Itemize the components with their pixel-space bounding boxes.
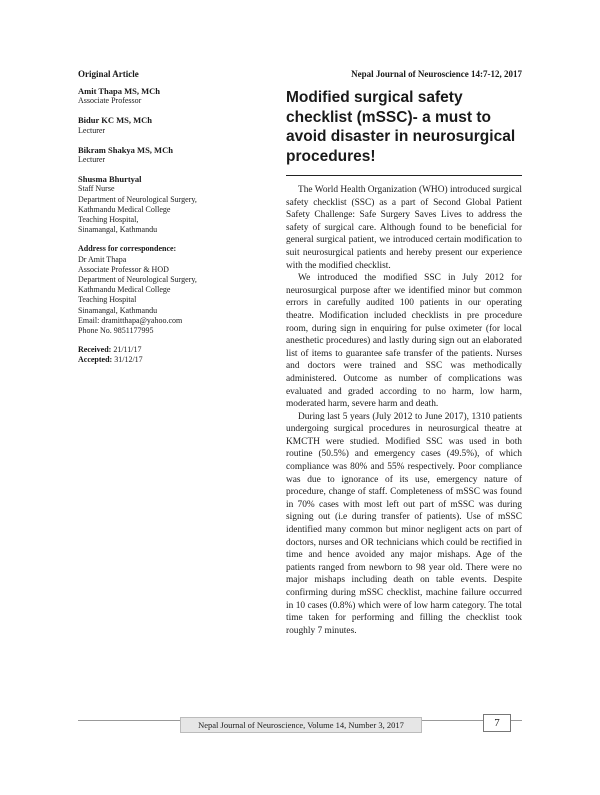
affiliation-line: Kathmandu Medical College [78,204,171,214]
affiliation-line: Teaching Hospital, [78,215,139,225]
accepted-date [78,355,258,365]
author-block [78,145,258,165]
author-role: Associate Professor [78,96,142,106]
accepted-value: 31/12/17 [114,355,143,365]
author-name: Bikram Shakya MS, MCh [78,144,173,155]
author-role: Lecturer [78,155,106,165]
author-name: Amit Thapa MS, MCh [78,86,161,96]
author-block [78,115,258,135]
article-paragraph: During last 5 years (July 2012 to June 2017), 1310 patients undergoing surgical procedures in neurosurgical theatre at KMCTH were studied. Modified SSC was used in both routine (50.5%) and emergency cases (49.5%), of which compliance was 80% and 55% respectively. Poor compliance was due to ignorance of its use, emergency nature of procedure, change of staff. Completeness of mSSC was found in 70% cases with most left out part of mSSC was during signing out (i.e during transfer of patients). Use of mSSC identified many common but minor negligent acts on part of doctors, nurses and OR technicians which could be rectified in time and hence avoided any major mishaps. Age of the patients ranged from newborn to 98 year old. There were no major mishaps including death on table events. Despite confirming during mSSC checklist, machine failure occurred in 10 cases (0.8%) which were of low harm category. The total time taken for performing and filling the checklist took roughly 7 minutes. [286,411,522,636]
correspondence-title: Address for correspondence: [78,244,177,254]
author-block [78,86,258,106]
article-column [286,88,522,637]
article-paragraph: We introduced the modified SSC in July 2012 for neurosurgical purpose after we identified minor but common errors in carefully audited 100 patients in our operating theatre. Modification included checklists in pre procedure room, during sign in enquiring for pulse oximeter (for local anesthetic procedures) and lastly during sign out an elaborated list of items to guarantee safe transfer of the patients. Nurses and doctors were trained and SSC was methodically administered. Outcome as number of complications was evaluated and graded according to no harm, low harm, moderated harm, severe harm and death. [286,273,522,410]
correspondence-block [78,244,258,336]
correspondence-line: Sinamangal, Kathmandu [78,305,158,315]
title-divider [286,175,522,176]
received-value: 21/11/17 [113,345,142,355]
correspondence-line: Associate Professor & HOD [78,264,169,274]
affiliation-line: Sinamangal, Kathmandu [78,225,158,235]
received-date [78,345,258,355]
author-role: Staff Nurse [78,184,115,194]
article-paragraph: The World Health Organization (WHO) introduced surgical safety checklist (SSC) as a part of Second Global Patient Safety Challenge: Safe Surgery Saves Lives to address the safety of surgical care. Although found to be beneficial for general surgical patient, we introduced certain modification to suit neurosurgical patients and hereby present our experience with the modified checklist. [286,185,522,271]
received-label: Received: [78,345,112,355]
correspondence-phone: Phone No. 9851177995 [78,326,154,336]
correspondence-line: Kathmandu Medical College [78,285,171,295]
author-name: Bidur KC MS, MCh [78,115,152,126]
footer-journal: Nepal Journal of Neuroscience, Volume 14, Number 3, 2017 [180,717,422,733]
article-type-label: Original Article [78,69,139,79]
correspondence-line: Department of Neurological Surgery, [78,275,197,285]
journal-citation: Nepal Journal of Neuroscience 14:7-12, 2017 [351,69,522,79]
author-sidebar [78,86,258,366]
page-number: 7 [483,714,511,732]
accepted-label: Accepted: [78,355,113,365]
dates-block [78,345,258,365]
article-title: Modified surgical safety checklist (mSSC)- a must to avoid disaster in neurosurgical procedures! [286,89,516,165]
correspondence-line: Dr Amit Thapa [78,254,127,264]
correspondence-line: Teaching Hospital [78,295,137,305]
correspondence-email: Email: dramitthapa@yahoo.com [78,315,183,325]
author-name: Shusma Bhurtyal [78,174,142,185]
author-role: Lecturer [78,125,106,135]
author-block [78,174,258,235]
affiliation-line: Department of Neurological Surgery, [78,194,197,204]
